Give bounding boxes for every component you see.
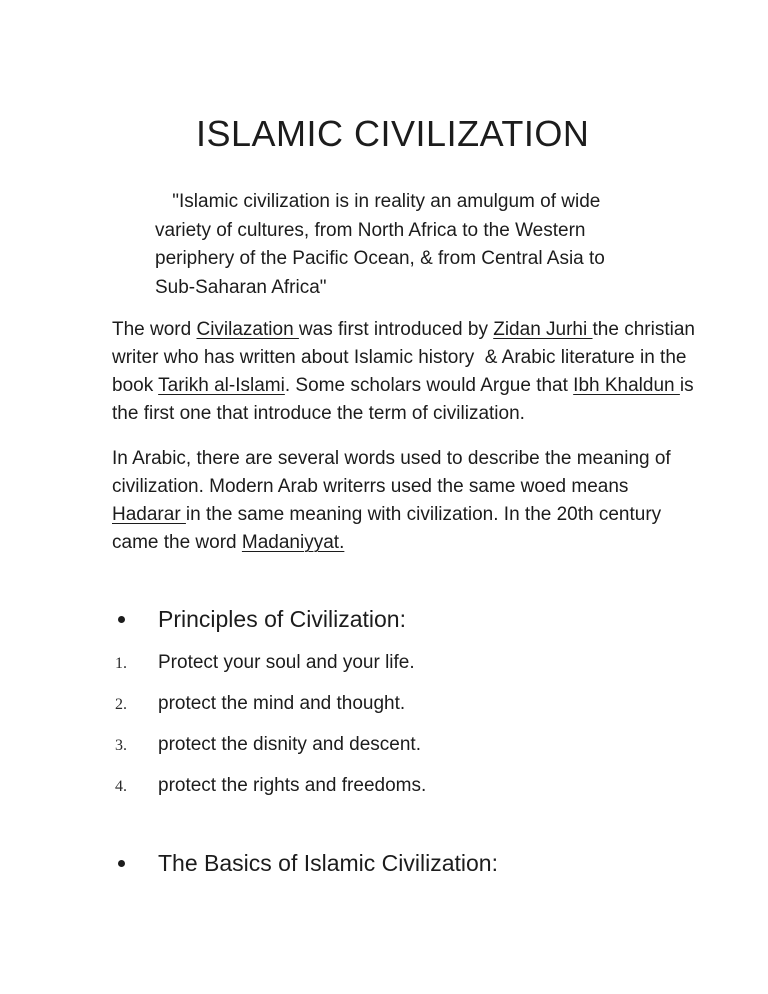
list-item-number: 1. <box>115 655 127 672</box>
underlined-term: Civilazation <box>196 319 299 340</box>
quote-block <box>155 188 615 302</box>
list-item-text: protect the disnity and descent. <box>158 734 421 755</box>
underlined-term: Tarikh al-Islami <box>158 375 285 396</box>
list-item-text: Protect your soul and your life. <box>158 652 415 673</box>
quote-line: "Islamic civilization is in reality an amulgum of wide <box>167 191 601 212</box>
section-heading-label: The Basics of Islamic Civilization: <box>158 850 498 876</box>
list-item-number: 4. <box>115 778 127 795</box>
list-item-text: protect the mind and thought. <box>158 693 406 714</box>
underlined-term: Ibh Khaldun <box>573 375 680 396</box>
bullet-icon <box>118 616 125 623</box>
principles-list <box>115 650 768 800</box>
underlined-term: Madaniyyat. <box>241 532 345 553</box>
text-run: . Some scholars would Argue that <box>284 375 574 396</box>
quote-line: Sub-Saharan Africa" <box>155 276 327 298</box>
bullet-icon <box>118 860 125 867</box>
text-run: In Arabic, there are several words used to describe the meaning of civilization. Modern Arab writerrs used the same woed means <box>112 448 676 497</box>
list-item <box>115 732 768 759</box>
list-item <box>115 773 768 800</box>
list-item <box>115 650 768 677</box>
list-item <box>115 691 768 718</box>
text-run: The word <box>112 319 197 340</box>
page-title: ISLAMIC CIVILIZATION <box>196 113 590 154</box>
quote-line: periphery of the Pacific Ocean, & from Central Asia to <box>155 248 605 269</box>
text-run: was first introduced by <box>298 319 494 340</box>
text-run: is the first one that introduce the term of civilization. <box>112 375 699 424</box>
section-heading-label: Principles of Civilization: <box>158 606 406 632</box>
underlined-term: Hadarar <box>112 504 186 525</box>
list-item-number: 3. <box>115 737 127 754</box>
section-heading-principles <box>118 602 768 636</box>
text-run: the christian writer who has written about Islamic history & Arabic literature in the book <box>112 319 701 396</box>
section-heading-basics <box>118 846 768 880</box>
text-run: in the same meaning with civilization. In the 20th century came the word <box>112 504 667 553</box>
paragraph-word-origin <box>112 316 700 428</box>
quote-line: variety of cultures, from North Africa to the Western <box>155 219 586 241</box>
list-item-number: 2. <box>115 696 127 713</box>
list-item-text: protect the rights and freedoms. <box>158 775 427 796</box>
paragraph-arabic-terms <box>112 445 700 557</box>
underlined-term: Zidan Jurhi <box>493 319 593 340</box>
